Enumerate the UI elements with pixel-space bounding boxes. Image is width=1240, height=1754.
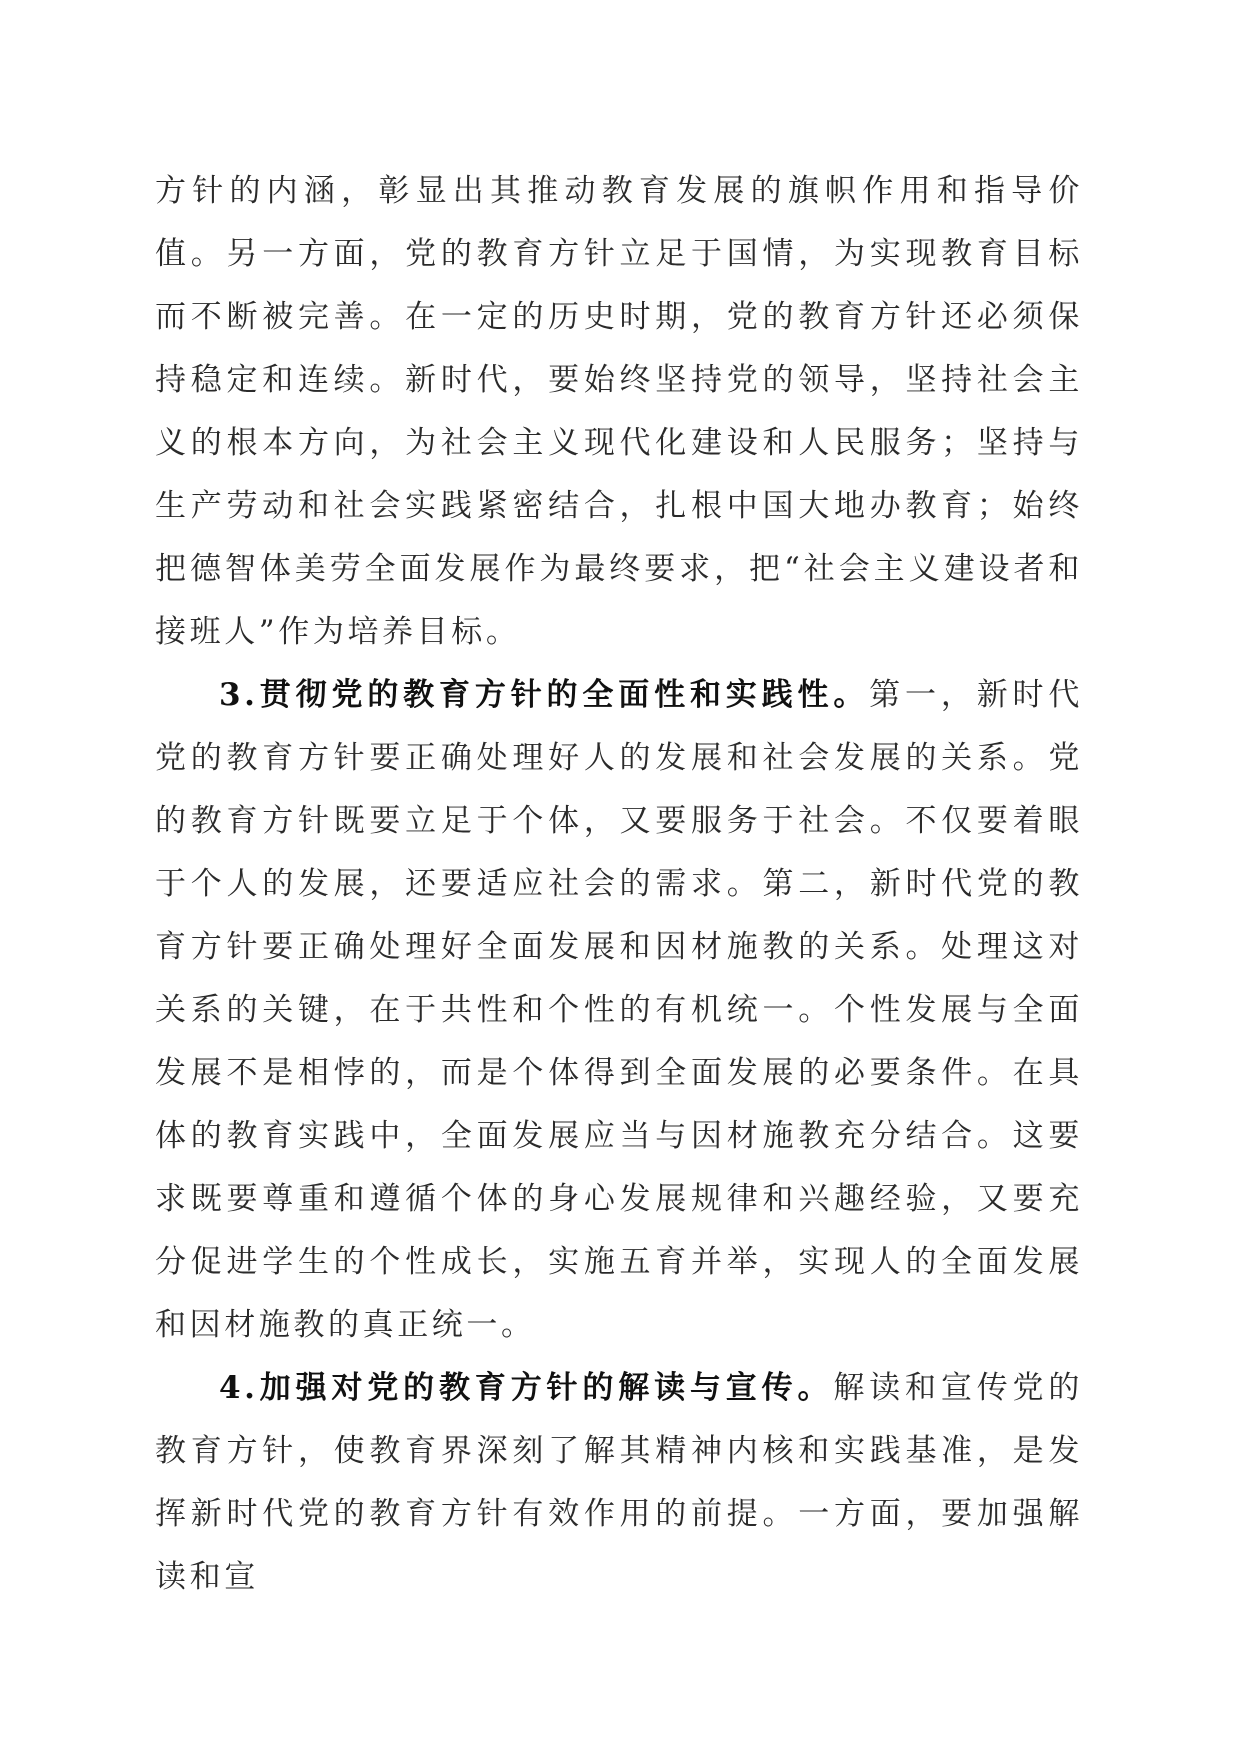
document-body — [155, 160, 1083, 1609]
section-3-heading: 3.贯彻党的教育方针的全面性和实践性。 — [219, 677, 870, 713]
paragraph-continuation — [155, 160, 1083, 664]
section-3-body: 第一，新时代党的教育方针要正确处理好人的发展和社会发展的关系。党的教育方针既要立足于个体，又要服务于社会。不仅要着眼于个人的发展，还要适应社会的需求。第二，新时代党的教育方针要正确处理好全面发展和因材施教的关系。处理这对关系的关键，在于共性和个性的有机统一。个性发展与全面发展不是相悖的，而是个体得到全面发展的必要条件。在具体的教育实践中，全面发展应当与因材施教充分结合。这要求既要尊重和遵循个体的身心发展规律和兴趣经验，又要充分促进学生的个性成长，实施五育并举，实现人的全面发展和因材施教的真正统一。 — [155, 677, 1083, 1343]
section-3-paragraph — [155, 664, 1083, 1357]
paragraph-1-text: 方针的内涵，彰显出其推动教育发展的旗帜作用和指导价值。另一方面，党的教育方针立足于国情，为实现教育目标而不断被完善。在一定的历史时期，党的教育方针还必须保持稳定和连续。新时代，要始终坚持党的领导，坚持社会主义的根本方向，为社会主义现代化建设和人民服务；坚持与生产劳动和社会实践紧密结合，扎根中国大地办教育；始终把德智体美劳全面发展作为最终要求，把“社会主义建设者和接班人”作为培养目标。 — [155, 173, 1083, 650]
section-4-paragraph — [155, 1357, 1083, 1609]
section-4-heading: 4.加强对党的教育方针的解读与宣传。 — [219, 1370, 834, 1406]
section-4-body: 解读和宣传党的教育方针，使教育界深刻了解其精神内核和实践基准，是发挥新时代党的教育方针有效作用的前提。一方面，要加强解读和宣 — [155, 1370, 1083, 1595]
